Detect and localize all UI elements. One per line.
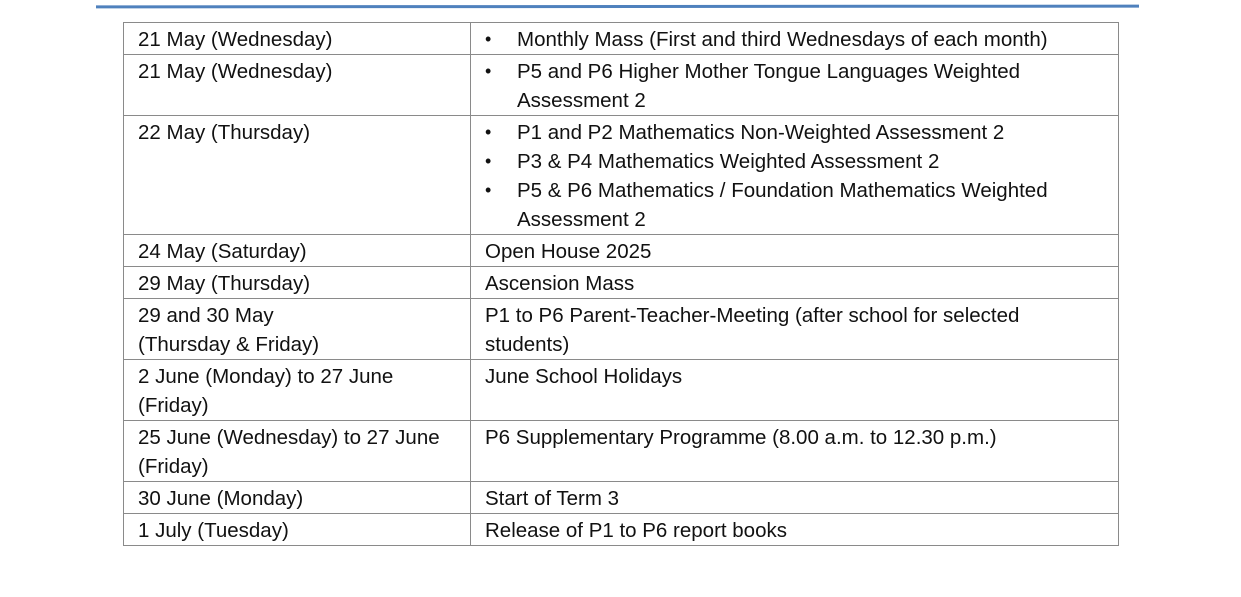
- event-cell: [471, 23, 1119, 55]
- date-cell: [124, 116, 471, 235]
- list-item: • Monthly Mass (First and third Wednesdays of each month): [485, 25, 1108, 54]
- date-cell: [124, 360, 471, 421]
- schedule-table: [123, 22, 1119, 546]
- date-text: 2 June (Monday) to 27 June (Friday): [138, 365, 394, 417]
- date-text: 24 May (Saturday): [138, 240, 307, 263]
- event-text: Start of Term 3: [485, 487, 620, 510]
- event-text: P1 to P6 Parent-Teacher-Meeting (after school for selected students): [485, 304, 1020, 356]
- date-text: 1 July (Tuesday): [138, 519, 289, 542]
- table-row: [124, 482, 1119, 514]
- table-row: [124, 235, 1119, 267]
- table-row: [124, 116, 1119, 235]
- event-cell: [471, 55, 1119, 116]
- table-row: [124, 299, 1119, 360]
- table-row: [124, 23, 1119, 55]
- event-text: Open House 2025: [485, 240, 652, 263]
- event-cell: [471, 235, 1119, 267]
- date-text: 25 June (Wednesday) to 27 June (Friday): [138, 426, 440, 478]
- list-item: • P5 & P6 Mathematics / Foundation Mathematics Weighted Assessment 2: [485, 176, 1108, 234]
- table-row: [124, 267, 1119, 299]
- date-cell: [124, 55, 471, 116]
- header-rule: [96, 5, 1139, 9]
- event-cell: [471, 267, 1119, 299]
- event-text: Ascension Mass: [485, 272, 635, 295]
- date-cell: [124, 482, 471, 514]
- event-cell: [471, 360, 1119, 421]
- list-item: • P1 and P2 Mathematics Non-Weighted Assessment 2: [485, 118, 1108, 147]
- event-cell: [471, 116, 1119, 235]
- date-text: 21 May (Wednesday): [138, 60, 333, 83]
- event-text: P6 Supplementary Programme (8.00 a.m. to 12.30 p.m.): [485, 426, 997, 449]
- date-text: 30 June (Monday): [138, 487, 304, 510]
- date-text: 29 and 30 May (Thursday & Friday): [138, 304, 320, 356]
- event-cell: [471, 421, 1119, 482]
- event-list: [485, 25, 1108, 54]
- table-row: [124, 514, 1119, 546]
- event-cell: [471, 299, 1119, 360]
- event-text: June School Holidays: [485, 365, 683, 388]
- table-row: [124, 55, 1119, 116]
- date-cell: [124, 267, 471, 299]
- table-row: [124, 421, 1119, 482]
- event-list: [485, 57, 1108, 115]
- date-cell: [124, 514, 471, 546]
- date-text: 29 May (Thursday): [138, 272, 311, 295]
- date-cell: [124, 23, 471, 55]
- date-cell: [124, 421, 471, 482]
- event-text: Release of P1 to P6 report books: [485, 519, 787, 542]
- event-cell: [471, 514, 1119, 546]
- list-item: • P3 & P4 Mathematics Weighted Assessment 2: [485, 147, 1108, 176]
- list-item: • P5 and P6 Higher Mother Tongue Languages Weighted Assessment 2: [485, 57, 1108, 115]
- table-row: [124, 360, 1119, 421]
- date-text: 21 May (Wednesday): [138, 28, 333, 51]
- date-text: 22 May (Thursday): [138, 121, 311, 144]
- event-list: [485, 118, 1108, 234]
- event-cell: [471, 482, 1119, 514]
- date-cell: [124, 235, 471, 267]
- date-cell: [124, 299, 471, 360]
